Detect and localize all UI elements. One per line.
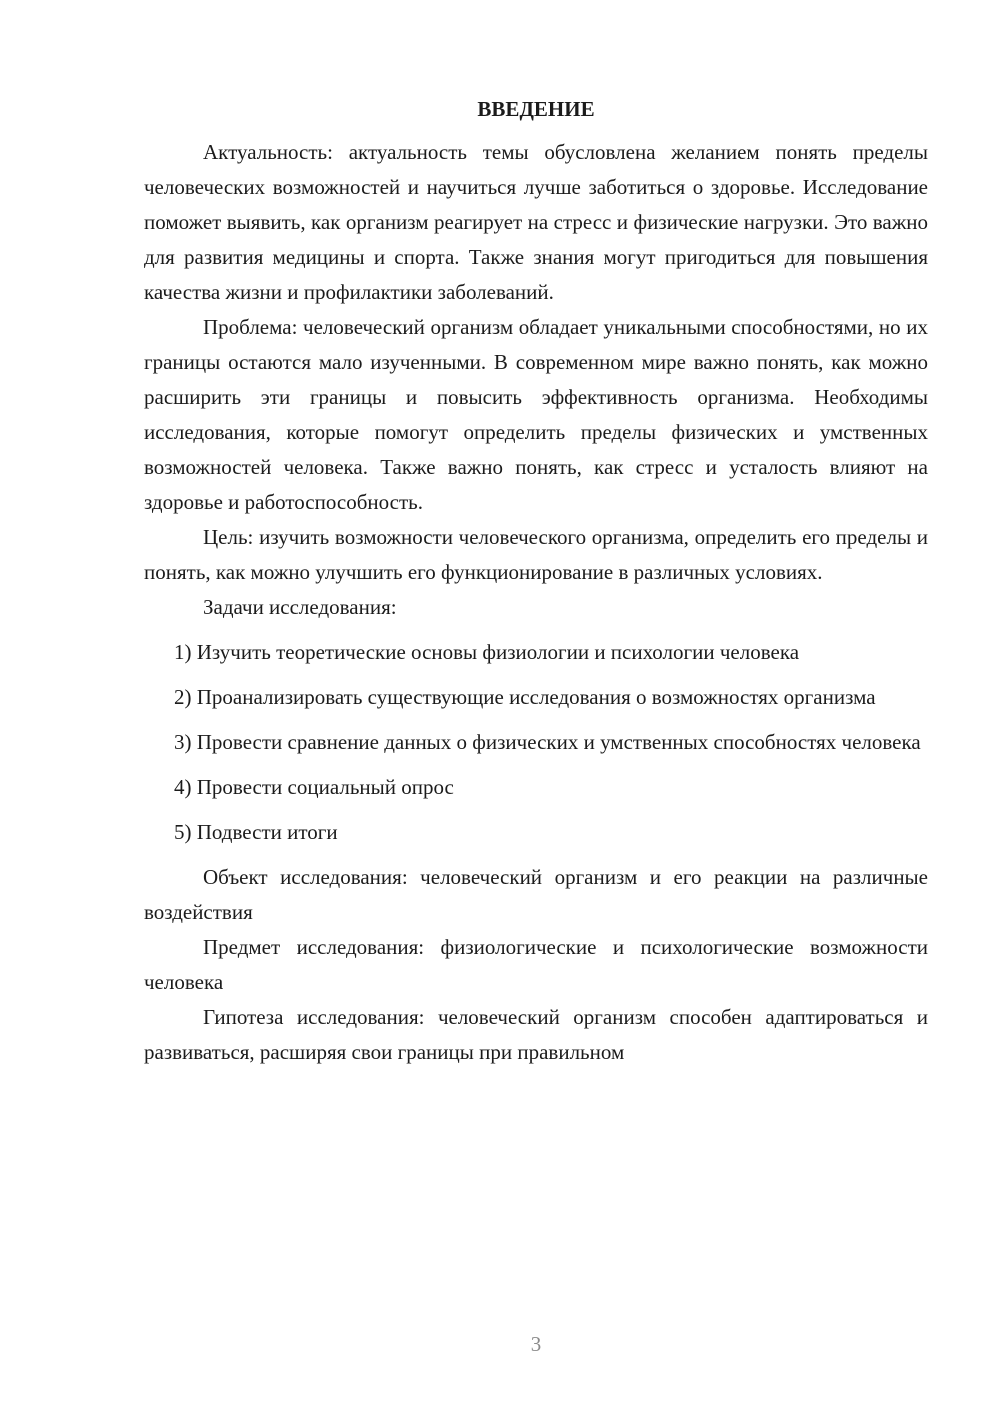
problem-paragraph: Проблема: человеческий организм обладает уникальными способностями, но их границы остаются мало изученными. В современном мире важно понять, как можно расширить эти границы и повысить эффективность организма. Необходимы исследования, которые помогут определить пределы физических и умственных возможностей человека. Также важно понять, как стресс и усталость влияют на здоровье и работоспособность.	[144, 315, 928, 514]
list-item: 1) Изучить теоретические основы физиологии и психологии человека	[174, 640, 800, 664]
section-heading: ВВЕДЕНИЕ	[477, 97, 595, 121]
list-item: 2) Проанализировать существующие исследования о возможностях организма	[174, 685, 876, 709]
hypothesis-paragraph: Гипотеза исследования: человеческий организм способен адаптироваться и развиваться, расширяя свои границы при правильном	[144, 1005, 928, 1064]
object-paragraph: Объект исследования: человеческий организм и его реакции на различные воздействия	[144, 865, 928, 924]
page-number: 3	[530, 1332, 542, 1356]
tasks-list	[144, 635, 928, 850]
document-page	[144, 92, 928, 1070]
relevance-paragraph: Актуальность: актуальность темы обусловлена желанием понять пределы человеческих возможностей и научиться лучше заботиться о здоровье. Исследование поможет выявить, как организм реагирует на стресс и физические нагрузки. Это важно для развития медицины и спорта. Также знания могут пригодиться для повышения качества жизни и профилактики заболеваний.	[144, 140, 928, 304]
list-item: 4) Провести социальный опрос	[174, 775, 454, 799]
subject-paragraph: Предмет исследования: физиологические и психологические возможности человека	[144, 935, 928, 994]
tasks-title: Задачи исследования:	[203, 595, 397, 619]
goal-paragraph: Цель: изучить возможности человеческого организма, определить его пределы и понять, как можно улучшить его функционирование в различных условиях.	[144, 525, 928, 584]
list-item: 3) Провести сравнение данных о физических и умственных способностях человека	[174, 730, 921, 754]
list-item: 5) Подвести итоги	[174, 820, 338, 844]
